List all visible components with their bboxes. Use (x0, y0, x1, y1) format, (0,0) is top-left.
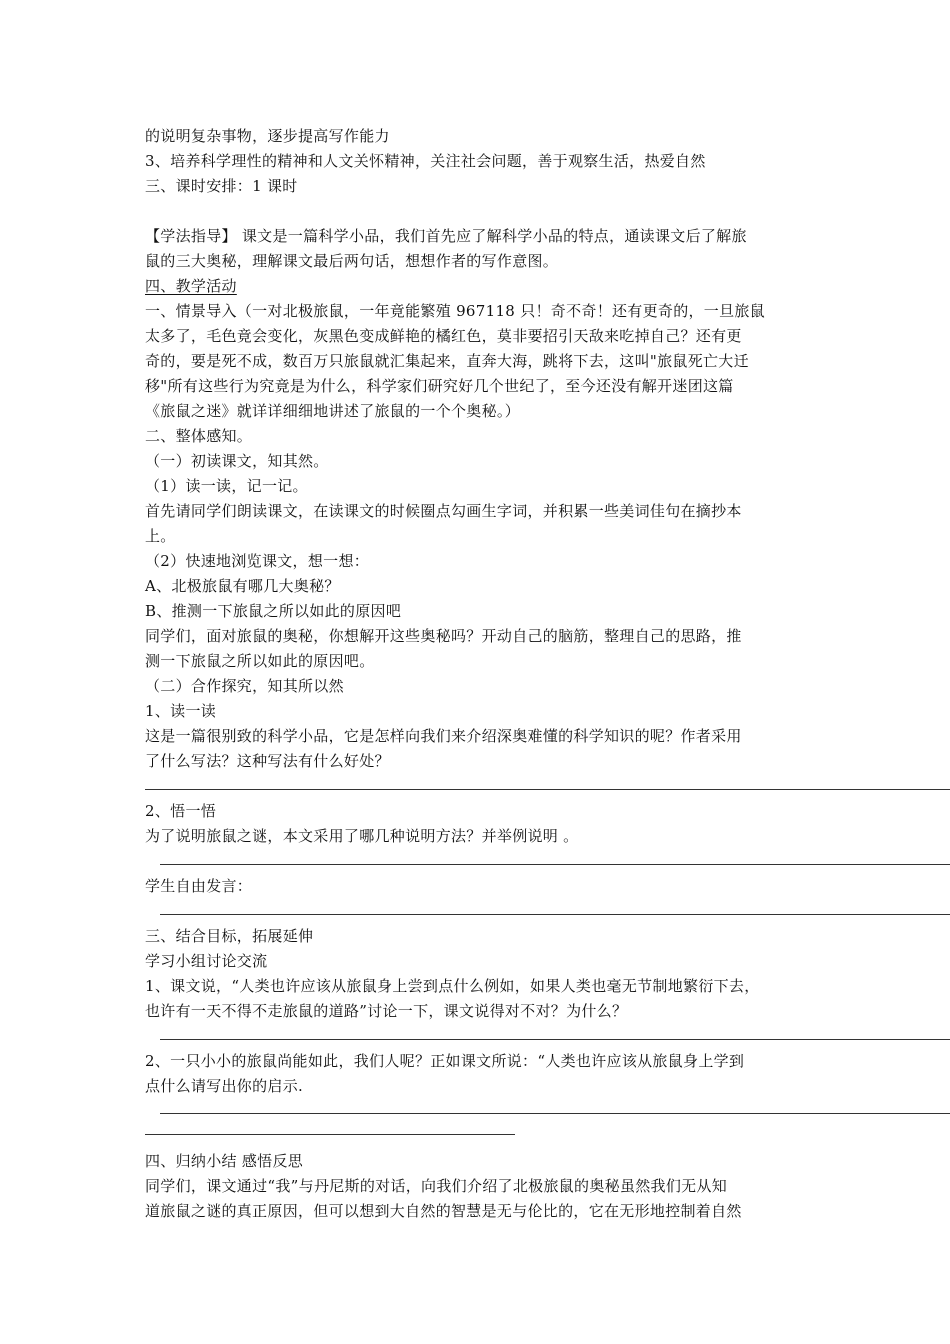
text-line: 3、培养科学理性的精神和人文关怀精神，关注社会问题，善于观察生活，热爱自然 (145, 152, 706, 170)
text-line: 2、悟一悟 (145, 802, 217, 820)
text-line: 学习小组讨论交流 (145, 952, 268, 970)
text-line: 同学们，面对旅鼠的奥秘，你想解开这些奥秘吗？开动自己的脑筋，整理自己的思路，推 (145, 627, 742, 645)
text-line: （一）初读课文，知其然。 (145, 452, 329, 470)
text-line: （二）合作探究，知其所以然 (145, 677, 344, 695)
text-line: 学生自由发言： (145, 877, 253, 895)
text-line: 鼠的三大奥秘，理解课文最后两句话，想想作者的写作意图。 (145, 252, 559, 270)
text-line: 1、读一读 (145, 702, 217, 720)
section-heading: 四、归纳小结 感悟反思 (145, 1152, 304, 1170)
text-line: 的说明复杂事物，逐步提高写作能力 (145, 127, 390, 145)
text-line: 【学法指导】 课文是一篇科学小品，我们首先应了解科学小品的特点，通读课文后了解旅 (145, 227, 747, 245)
text-line: 移"所有这些行为究竟是为什么，科学家们研究好几个世纪了，至今还没有解开迷团这篇 (145, 377, 734, 395)
text-line: 道旅鼠之谜的真正原因，但可以想到大自然的智慧是无与伦比的，它在无形地控制着自然 (145, 1202, 742, 1220)
text-line: 一、情景导入（一对北极旅鼠，一年竟能繁殖 967118 只！奇不奇！还有更奇的，一旦旅鼠 (145, 302, 766, 320)
text-line: 上。 (145, 527, 176, 545)
section-heading: 三、结合目标，拓展延伸 (145, 927, 314, 945)
text-line: 也许有一天不得不走旅鼠的道路”讨论一下，课文说得对不对？为什么？ (145, 1002, 628, 1020)
text-line: A、北极旅鼠有哪几大奥秘？ (145, 577, 340, 595)
text-line: 了什么写法？这种写法有什么好处？ (145, 752, 390, 770)
text-line: 为了说明旅鼠之谜，本文采用了哪几种说明方法？并举例说明 。 (145, 827, 579, 845)
section-heading: 四、教学活动 (145, 277, 237, 295)
section-heading: 三、课时安排：1 课时 (145, 177, 298, 195)
text-line: 《旅鼠之迷》就详详细细地讲述了旅鼠的一个个奥秘。） (145, 402, 521, 420)
answer-line (145, 789, 950, 790)
text-line: 点什么请写出你的启示. (145, 1077, 304, 1095)
text-line: 太多了，毛色竟会变化，灰黑色变成鲜艳的橘红色，莫非要招引天敌来吃掉自己？还有更 (145, 327, 742, 345)
answer-line (160, 914, 950, 915)
text-line: B、推测一下旅鼠之所以如此的原因吧 (145, 602, 402, 620)
answer-line (160, 864, 950, 865)
text-line: 首先请同学们朗读课文，在读课文的时候圈点勾画生字词，并积累一些美词佳句在摘抄本 (145, 502, 742, 520)
text-line: 测一下旅鼠之所以如此的原因吧。 (145, 652, 375, 670)
answer-line (160, 1113, 950, 1114)
section-heading: 二、整体感知。 (145, 427, 253, 445)
answer-line (160, 1039, 950, 1040)
text-line: （1）读一读，记一记。 (145, 477, 308, 495)
text-line: 1、课文说，“人类也许应该从旅鼠身上尝到点什么例如，如果人类也毫无节制地繁衍下去， (145, 977, 760, 995)
text-line: 同学们，课文通过“我”与丹尼斯的对话，向我们介绍了北极旅鼠的奥秘虽然我们无从知 (145, 1177, 728, 1195)
text-line: 奇的，要是死不成，数百万只旅鼠就汇集起来，直奔大海，跳将下去，这叫"旅鼠死亡大迁 (145, 352, 749, 370)
text-line: 2、一只小小的旅鼠尚能如此，我们人呢？正如课文所说：“人类也许应该从旅鼠身上学到 (145, 1052, 745, 1070)
text-line: 这是一篇很别致的科学小品，它是怎样向我们来介绍深奥难懂的科学知识的呢？作者采用 (145, 727, 742, 745)
text-line: （2）快速地浏览课文，想一想： (145, 552, 370, 570)
answer-line (145, 1134, 515, 1135)
